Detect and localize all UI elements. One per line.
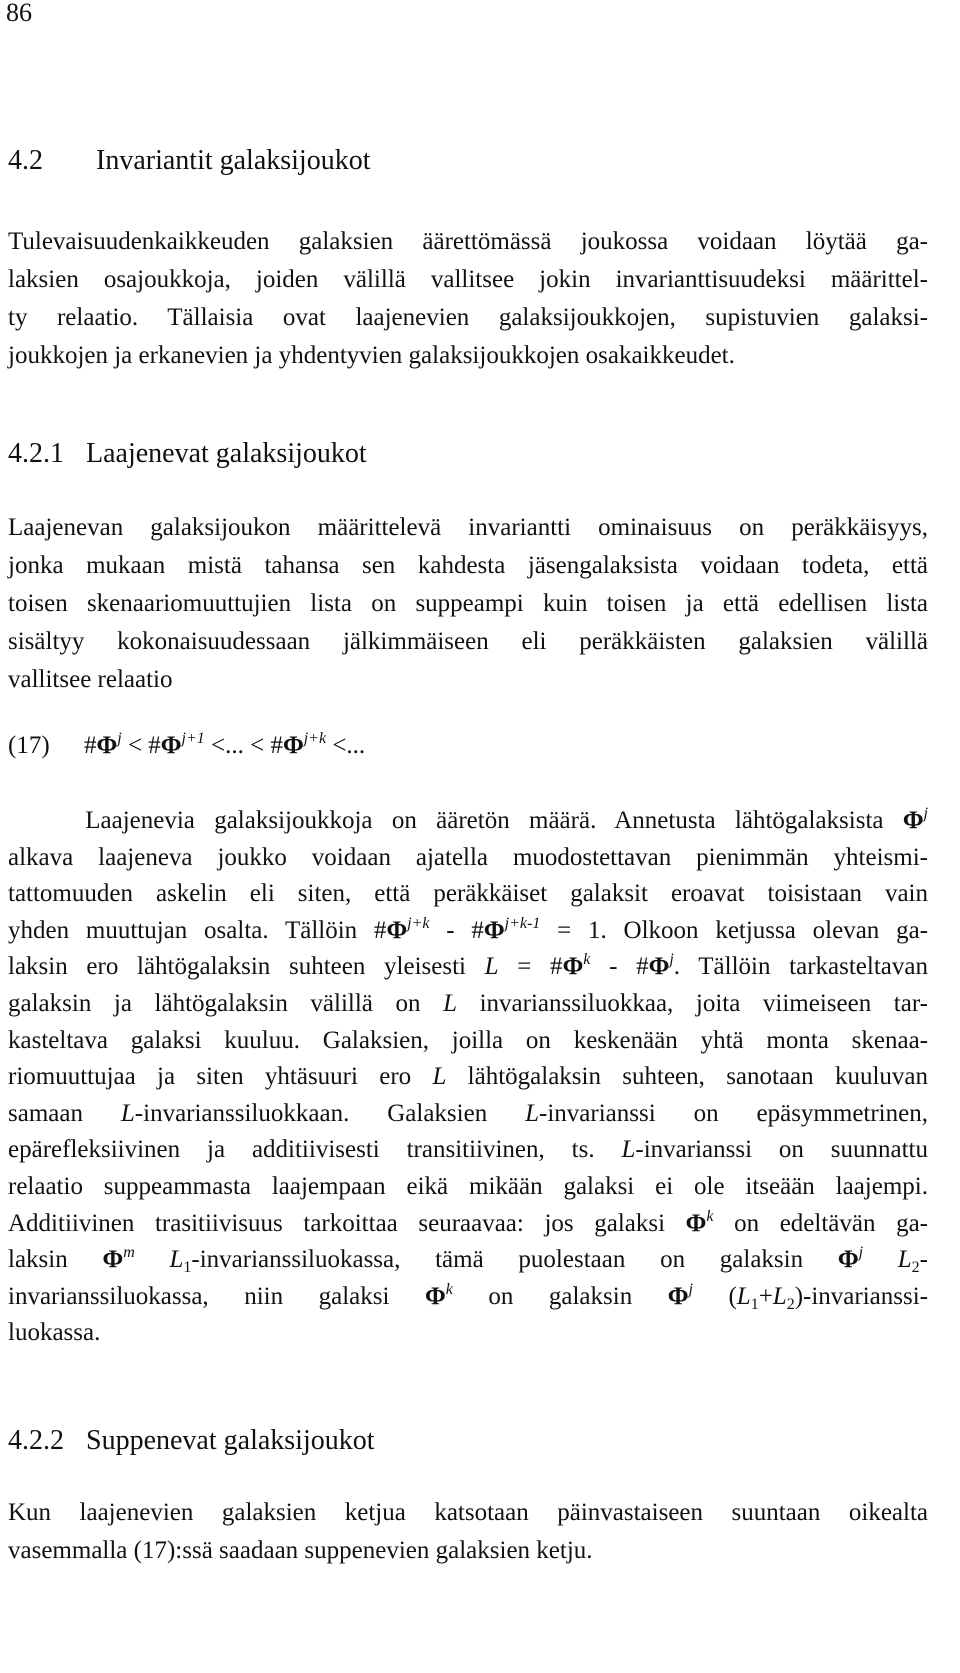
text-run: . Tällöin tarkasteltavan: [673, 953, 928, 981]
text-run: on edeltävän ga-: [713, 1209, 929, 1237]
text-line: sisältyy kokonaisuudessaan jälkimmäiseen eli peräkkäisten galaksien välillä: [8, 628, 928, 655]
text-line: [8, 1132, 928, 1169]
subsection-heading-2: [8, 1424, 375, 1458]
superscript: k: [583, 951, 591, 969]
superscript: j+1: [181, 730, 205, 747]
variable-L: L: [736, 1282, 751, 1310]
superscript: k: [706, 1207, 714, 1225]
text-line: luokassa.: [8, 1319, 101, 1347]
text-run: -invarianssiluokkaan. Galaksien: [134, 1099, 526, 1127]
subsection-number: 4.2.2: [8, 1425, 64, 1456]
phi-symbol: Φ: [283, 732, 304, 759]
text-line: alkava laajeneva joukko voidaan ajatella muodostettavan pienimmän yhteismi-: [8, 843, 928, 871]
closing-paragraph: [8, 1494, 928, 1570]
text-line: [8, 1279, 928, 1316]
text-line: [8, 1242, 928, 1279]
text-line: [8, 913, 928, 950]
text-run: (: [692, 1282, 737, 1310]
phi-symbol: Φ: [685, 1209, 707, 1237]
ellipsis: ...: [225, 732, 244, 759]
phi-symbol: Φ: [160, 732, 182, 759]
text-line: ty relaatio. Tällaisia ovat laajenevien galaksijoukkojen, supistuvien galaksi-: [8, 304, 928, 331]
superscript: j: [923, 805, 928, 822]
text-line: [8, 1206, 928, 1243]
section-title: Invariantit galaksijoukot: [96, 145, 371, 176]
text-line: laksien osajoukkoja, joiden välillä vallitsee jokin invarianttisuudeksi määrittel-: [8, 266, 928, 293]
subscript: 2: [911, 1259, 920, 1277]
definition-paragraph: [8, 509, 928, 699]
text-line: joukkojen ja erkanevien ja yhdentyvien galaksijoukkojen osakaikkeudet.: [8, 342, 735, 369]
text-run: = #: [498, 953, 563, 981]
equation-17: [8, 727, 365, 765]
superscript: j: [117, 730, 122, 747]
subscript: 2: [786, 1295, 795, 1313]
text-run: )-invarianssi-: [794, 1282, 928, 1310]
less-than: <: [127, 732, 143, 759]
less-than: <: [250, 732, 265, 759]
text-run: invarianssiluokkaa, joita viimeiseen tar-: [457, 989, 928, 1017]
variable-L: L: [897, 1246, 912, 1274]
text-line: relaatio suppeammasta laajempaan eikä mikään galaksi ei ole itseään laajempi.: [8, 1172, 928, 1200]
text-line: Laajenevan galaksijoukon määrittelevä invariantti ominaisuus on peräkkäisyys,: [8, 514, 928, 541]
phi-symbol: Φ: [102, 1246, 124, 1274]
text-line: [8, 1096, 928, 1133]
text-run: on galaksin: [452, 1282, 668, 1310]
subsection-heading-1: [8, 437, 367, 471]
superscript: j: [669, 951, 674, 969]
subsection-title: Suppenevat galaksijoukot: [86, 1425, 375, 1456]
main-paragraph: [8, 803, 928, 1352]
text-run: samaan: [8, 1099, 121, 1127]
text-line: Tulevaisuudenkaikkeuden galaksien äärettömässä joukossa voidaan löytää ga-: [8, 228, 928, 255]
phi-symbol: Φ: [667, 1282, 689, 1310]
phi-symbol: Φ: [424, 1282, 446, 1310]
trailing-ellipsis: <...: [332, 732, 366, 759]
text-line: [8, 803, 928, 840]
text-run: galaksin ja lähtögalaksin välillä on: [8, 989, 444, 1017]
subscript: 1: [183, 1259, 192, 1277]
variable-L: L: [443, 989, 457, 1017]
subsection-title: Laajenevat galaksijoukot: [86, 438, 367, 469]
text-line: [8, 986, 928, 1023]
superscript: j+k: [407, 914, 430, 932]
text-line: vallitsee relaatio: [8, 666, 173, 693]
text-line: kasteltava galaksi kuuluu. Galaksien, joilla on keskenään yhtä monta skenaa-: [8, 1026, 928, 1054]
text-run: +: [758, 1282, 773, 1310]
phi-symbol: Φ: [96, 732, 118, 759]
phi-symbol: Φ: [648, 953, 670, 981]
hash-symbol: #: [84, 732, 97, 759]
text-run: = 1. Olkoon ketjussa olevan ga-: [540, 916, 928, 944]
hash-symbol: #: [270, 732, 283, 759]
text-run: Additiivinen trasitiivisuus tarkoittaa seuraavaa: jos galaksi: [8, 1209, 686, 1237]
variable-L: L: [772, 1282, 787, 1310]
superscript: m: [123, 1244, 135, 1262]
phi-symbol: Φ: [386, 916, 408, 944]
text-line: [8, 949, 928, 986]
text-run: -invarianssiluokassa, tämä puolestaan on galaksin: [191, 1246, 838, 1274]
text-run: riomuuttujaa ja siten yhtäsuuri ero: [8, 1063, 433, 1091]
equation-number: (17): [8, 732, 50, 759]
phi-symbol: Φ: [902, 807, 924, 834]
text-run: epärefleksiivinen ja additiivisesti transitiivinen, ts.: [8, 1136, 622, 1164]
text-run: -: [919, 1246, 928, 1274]
intro-paragraph: [8, 223, 928, 375]
text-run: laksin: [8, 1246, 103, 1274]
text-run: -invarianssi on suunnattu: [635, 1136, 928, 1164]
text-line: toisen skenaariomuuttujien lista on suppeampi kuin toisen ja että edellisen lista: [8, 590, 928, 617]
subsection-number: 4.2.1: [8, 438, 64, 469]
text-line: Kun laajenevien galaksien ketjua katsotaan päinvastaiseen suuntaan oikealta: [8, 1499, 928, 1526]
less-than: <: [211, 732, 226, 759]
text-run: invarianssiluokassa, niin galaksi: [8, 1282, 425, 1310]
text-run: Laajenevia galaksijoukkoja on ääretön määrä. Annetusta lähtögalaksista: [85, 807, 884, 834]
text-run: -invarianssi on epäsymmetrinen,: [539, 1099, 928, 1127]
superscript: j: [688, 1280, 693, 1298]
phi-symbol: Φ: [483, 916, 505, 944]
text-run: yhden muuttujan osalta. Tällöin #: [8, 916, 387, 944]
section-heading: [8, 144, 371, 178]
text-line: jonka mukaan mistä tahansa sen kahdesta jäsengalaksista voidaan todeta, että: [8, 552, 928, 579]
variable-L: L: [484, 953, 499, 981]
phi-symbol: Φ: [837, 1246, 859, 1274]
text-run: laksin ero lähtögalaksin suhteen yleisesti: [8, 953, 485, 981]
hash-symbol: #: [148, 732, 161, 759]
text-line: vasemmalla (17):ssä saadaan suppenevien galaksien ketju.: [8, 1537, 593, 1564]
superscript: j: [858, 1244, 864, 1262]
text-run: lähtögalaksin suhteen, sanotaan kuuluvan: [446, 1063, 928, 1091]
page-number: 86: [6, 0, 32, 27]
text-run: - #: [429, 916, 484, 944]
superscript: k: [445, 1280, 453, 1298]
section-number: 4.2: [8, 145, 43, 176]
text-line: [8, 1059, 928, 1096]
text-run: - #: [590, 953, 649, 981]
variable-L: L: [621, 1136, 636, 1164]
variable-L: L: [432, 1063, 447, 1091]
subscript: 1: [750, 1295, 759, 1313]
superscript: j+k-1: [504, 914, 541, 932]
variable-L: L: [120, 1099, 135, 1127]
variable-L: L: [525, 1099, 540, 1127]
phi-symbol: Φ: [562, 953, 584, 981]
superscript: j+k: [303, 730, 327, 747]
variable-L: L: [169, 1246, 184, 1274]
text-line: tattomuuden askelin eli siten, että peräkkäiset galaksit eroavat toisistaan vain: [8, 880, 928, 908]
